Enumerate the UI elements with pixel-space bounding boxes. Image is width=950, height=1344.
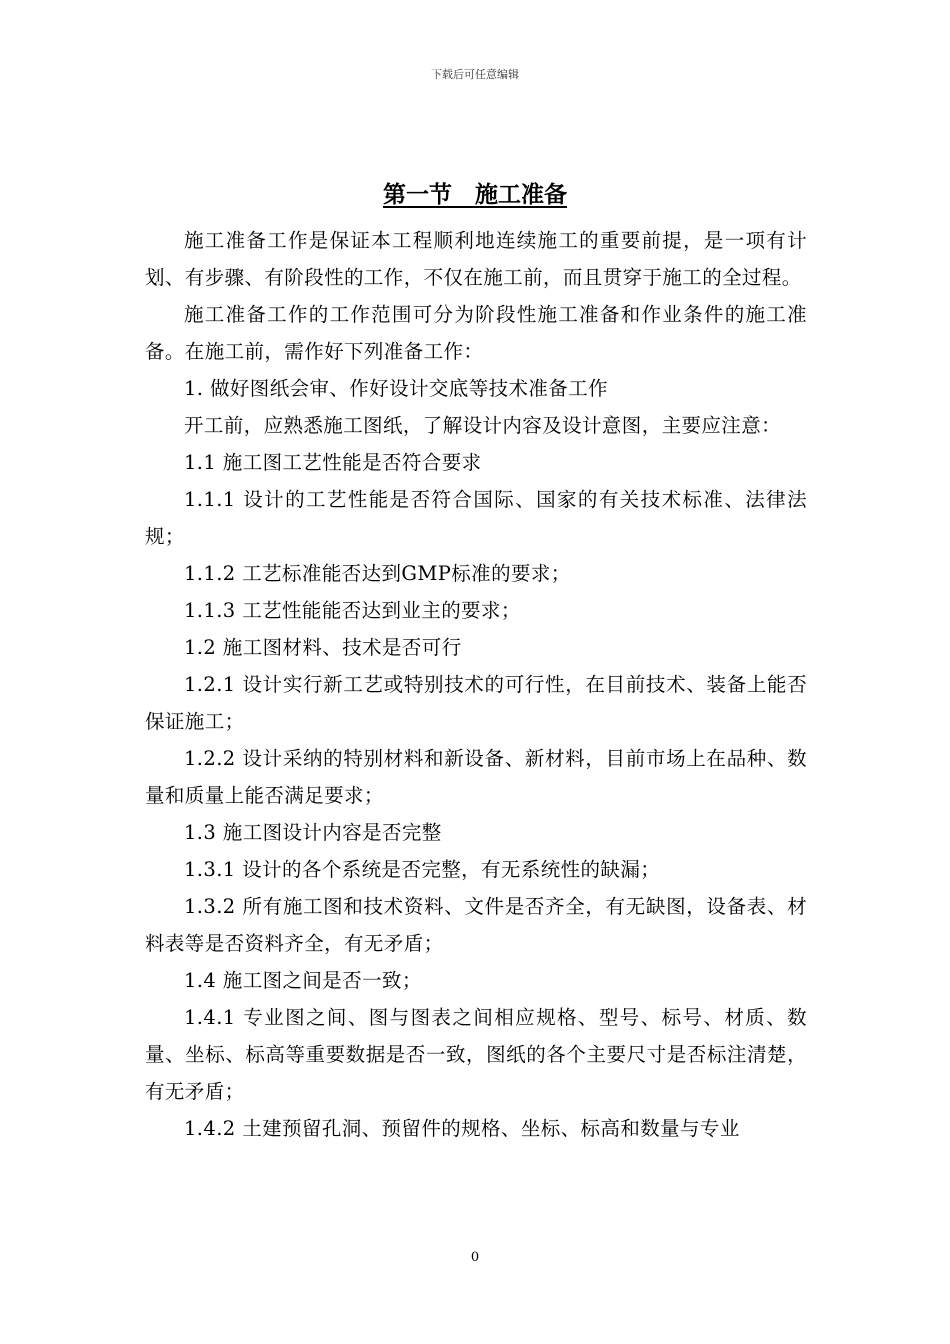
- list-item: 1.4.1 专业图之间、图与图表之间相应规格、型号、标号、材质、数量、坐标、标高等重要数据是否一致，图纸的各个主要尺寸是否标注清楚，有无矛盾；: [145, 1006, 807, 1103]
- page-number: 0: [470, 1250, 480, 1265]
- paragraph: 开工前，应熟悉施工图纸，了解设计内容及设计意图，主要应注意：: [184, 414, 782, 437]
- list-item: 1.1.2 工艺标准能否达到GMP标准的要求；: [184, 562, 571, 585]
- list-item: 1.1.3 工艺性能能否达到业主的要求；: [184, 599, 521, 622]
- list-item: 1.4 施工图之间是否一致；: [184, 969, 422, 992]
- list-item: 1.3.2 所有施工图和技术资料、文件是否齐全，有无缺图，设备表、材料表等是否资料齐全，有无矛盾；: [145, 895, 807, 955]
- list-item: 1. 做好图纸会审、作好设计交底等技术准备工作: [184, 377, 609, 400]
- list-item: 1.1 施工图工艺性能是否符合要求: [184, 451, 482, 474]
- list-item: 1.1.1 设计的工艺性能是否符合国际、国家的有关技术标准、法律法规；: [145, 488, 807, 548]
- list-item: 1.2.2 设计采纳的特别材料和新设备、新材料，目前市场上在品种、数量和质量上能否满足要求；: [145, 747, 807, 807]
- section-title: 第一节 施工准备: [383, 182, 567, 208]
- paragraph: 施工准备工作的工作范围可分为阶段性施工准备和作业条件的施工准备。在施工前，需作好下列准备工作：: [145, 303, 807, 363]
- document-body: [145, 222, 807, 1147]
- list-item: 1.2.1 设计实行新工艺或特别技术的可行性，在目前技术、装备上能否保证施工；: [145, 673, 807, 733]
- list-item: 1.3 施工图设计内容是否完整: [184, 821, 442, 844]
- list-item: 1.3.1 设计的各个系统是否完整，有无系统性的缺漏；: [184, 858, 661, 881]
- list-item: 1.2 施工图材料、技术是否可行: [184, 636, 462, 659]
- page-header: 下载后可任意编辑: [431, 68, 519, 81]
- paragraph: 施工准备工作是保证本工程顺利地连续施工的重要前提，是一项有计划、有步骤、有阶段性的工作，不仅在施工前，而且贯穿于施工的全过程。: [145, 229, 807, 289]
- list-item: 1.4.2 土建预留孔洞、预留件的规格、坐标、标高和数量与专业: [184, 1117, 740, 1140]
